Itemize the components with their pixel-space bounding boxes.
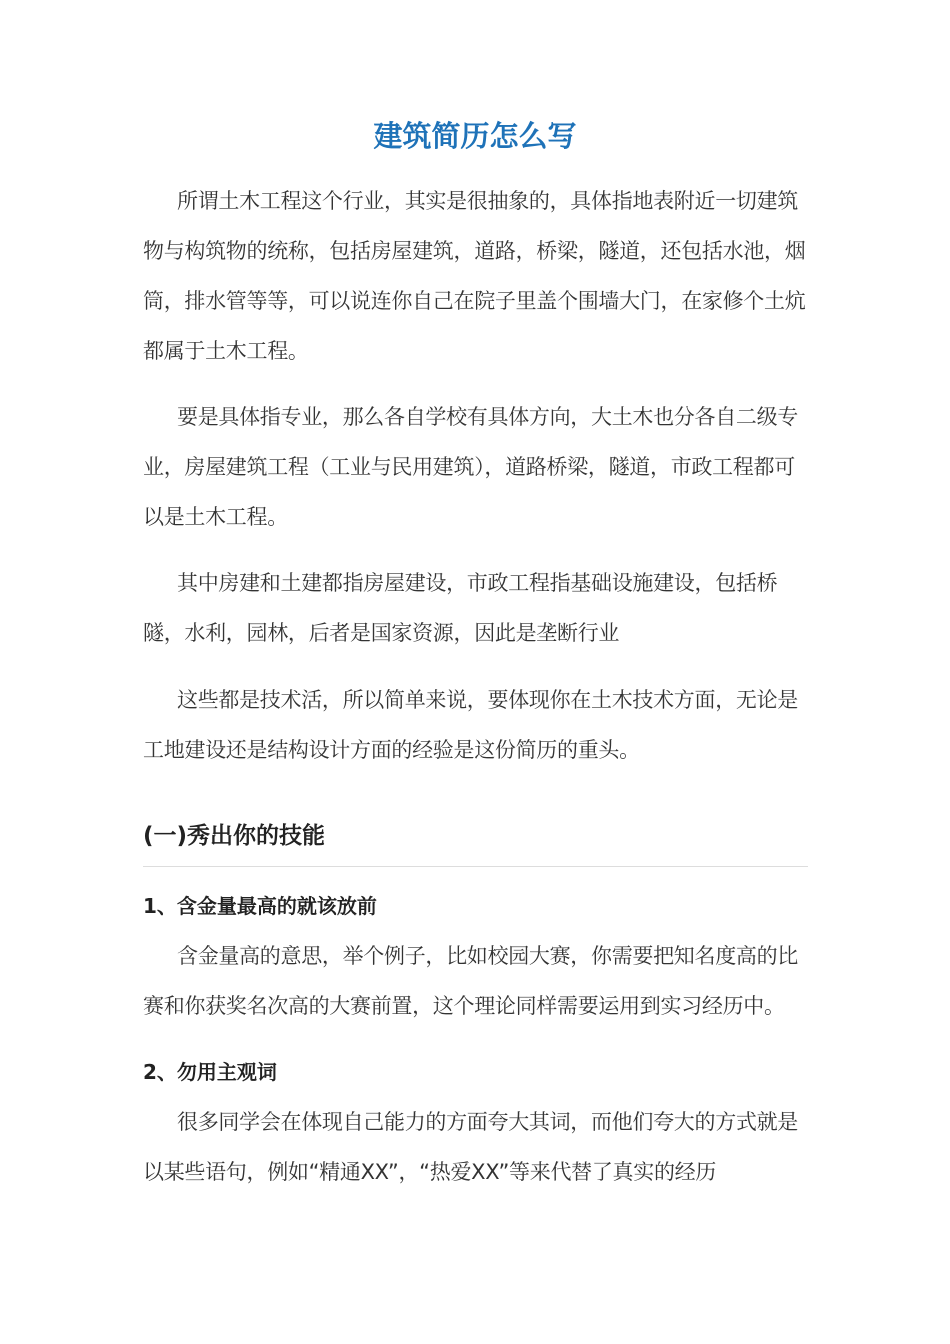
item-2-paragraph: 很多同学会在体现自己能力的方面夸大其词，而他们夸大的方式就是以某些语句，例如“精通XX”，“热爱XX”等来代替了真实的经历 [143,1110,798,1184]
intro-paragraph-3: 其中房建和土建都指房屋建设，市政工程指基础设施建设，包括桥隧，水利，园林，后者是国家资源，因此是垄断行业 [143,571,778,645]
intro-paragraph-2: 要是具体指专业，那么各自学校有具体方向，大土木也分各自二级专业，房屋建筑工程（工业与民用建筑），道路桥梁，隧道，市政工程都可以是土木工程。 [143,405,798,529]
item-1-paragraph: 含金量高的意思，举个例子，比如校园大赛，你需要把知名度高的比赛和你获奖名次高的大赛前置，这个理论同样需要运用到实习经历中。 [143,944,798,1018]
section-divider [143,866,808,867]
section-heading: (一)秀出你的技能 [143,823,326,849]
intro-paragraph-1: 所谓土木工程这个行业，其实是很抽象的，具体指地表附近一切建筑物与构筑物的统称，包括房屋建筑，道路，桥梁，隧道，还包括水池，烟筒，排水管等等，可以说连你自己在院子里盖个围墙大门，在家修个土炕都属于土木工程。 [143,189,806,363]
document-title: 建筑简历怎么写 [373,119,577,153]
intro-paragraph-4: 这些都是技术活，所以简单来说，要体现你在土木技术方面，无论是工地建设还是结构设计方面的经验是这份简历的重头。 [143,688,798,762]
subheading-1: 1、含金量最高的就该放前 [143,894,377,918]
subheading-2: 2、勿用主观词 [143,1060,277,1084]
